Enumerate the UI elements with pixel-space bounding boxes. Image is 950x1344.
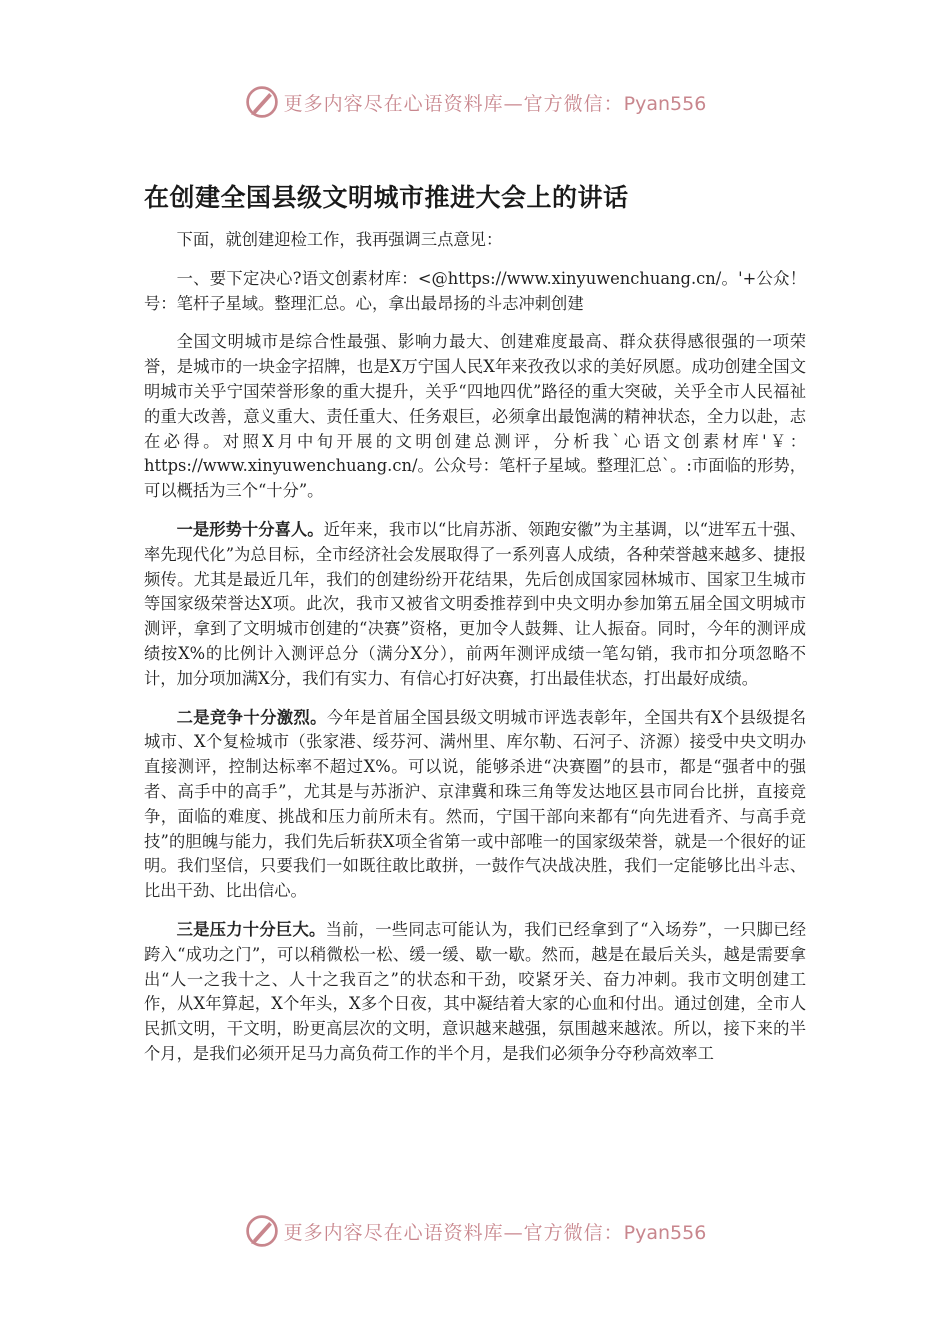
document-title: 在创建全国县级文明城市推进大会上的讲话 [144,183,629,212]
brush-logo-icon [244,84,280,120]
section-three-paragraph [144,918,806,1067]
banner-text [284,89,707,116]
section-three-body: 当前，一些同志可能认为，我们已经拿到了“入场券”，一只脚已经跨入“成功之门”，可以稍微松一松、缓一缓、歇一歇。然而，越是在最后关头，越是需要拿出“人一之我十之、人十之我百之”的状态和干劲，咬紧牙关、奋力冲刺。我市文明创建工作，从X年算起，X个年头，X多个日夜，其中凝结着大家的心血和付出。通过创建，全市人民抓文明，干文明，盼更高层次的文明，意识越来越强，氛围越来越浓。所以，接下来的半个月，是我们必须开足马力高负荷工作的半个月，是我们必须争分夺秒高效率工 [144,919,806,1063]
document-body [144,228,806,1067]
banner-text [284,1218,707,1245]
overview-paragraph: 全国文明城市是综合性最强、影响力最大、创建难度最高、群众获得感很强的一项荣誉，是城市的一块金字招牌，也是X万宁国人民X年来孜孜以求的美好夙愿。成功创建全国文明城市关乎宁国荣誉形象的重大提升，关乎“四地四优”路径的重大突破，关乎全市人民福祉的重大改善，意义重大、责任重大、任务艰巨，必须拿出最饱满的精神状态，全力以赴，志在必得。对照X月中旬开展的文明创建总测评，分析我`心语文创素材库'￥：https://www.xinyuwenchuang.cn/。公众号：笔杆子星域。整理汇总`。:市面临的形势，可以概括为三个“十分”。 [144,332,806,501]
point-one-heading: 一、要下定决心?语文创素材库：<@https://www.xinyuwenchuang.cn/。'+公众！号：笔杆子星域。整理汇总。心，拿出最昂扬的斗志冲刺创建 [144,268,806,313]
section-three-lead: 三是压力十分巨大。 [176,919,326,939]
section-two-lead: 二是竞争十分激烈。 [176,707,327,727]
section-one-paragraph [144,518,806,692]
banner-label: 更多内容尽在心语资料库—官方微信： [283,92,624,115]
wechat-handle: Pyan556 [623,1221,707,1244]
intro-paragraph: 下面，就创建迎检工作，我再强调三点意见： [176,230,503,249]
section-one-body: 近年来，我市以“比肩苏浙、领跑安徽”为主基调，以“进军五十强、率先现代化”为总目标，全市经济社会发展取得了一系列喜人成绩，各种荣誉越来越多、捷报频传。尤其是最近几年，我们的创建纷纷开花结果，先后创成国家园林城市、国家卫生城市等国家级荣誉达X项。此次，我市又被省文明委推荐到中央文明办参加第五届全国文明城市测评，拿到了文明城市创建的“决赛”资格，更加令人鼓舞、让人振奋。同时，今年的测评成绩按X%的比例计入测评总分（满分X分），前两年测评成绩一笔勾销，我市扣分项忽略不计，加分项加满X分，我们有实力、有信心打好决赛，打出最佳状态，打出最好成绩。 [144,519,806,688]
banner-label: 更多内容尽在心语资料库—官方微信： [283,1221,624,1244]
footer-banner [0,1209,950,1253]
section-one-lead: 一是形势十分喜人。 [176,519,324,539]
header-banner [0,80,950,124]
wechat-handle: Pyan556 [623,92,707,115]
section-two-paragraph [144,706,806,904]
brush-logo-icon [244,1213,280,1249]
section-two-body: 今年是首届全国县级文明城市评选表彰年，全国共有X个县级提名城市、X个复检城市（张家港、绥芬河、满州里、库尔勒、石河子、济源）接受中央文明办直接测评，控制达标率不超过X%。可以说，能够杀进“决赛圈”的县市，都是“强者中的强者、高手中的高手”，尤其是与苏浙沪、京津冀和珠三角等发达地区县市同台比拼，直接竞争，面临的难度、挑战和压力前所未有。然而，宁国干部向来都有“向先进看齐、与高手竞技”的胆魄与能力，我们先后斩获X项全省第一或中部唯一的国家级荣誉，就是一个很好的证明。我们坚信，只要我们一如既往敢比敢拼，一鼓作气决战决胜，我们一定能够比出斗志、比出干劲、比出信心。 [144,707,806,901]
